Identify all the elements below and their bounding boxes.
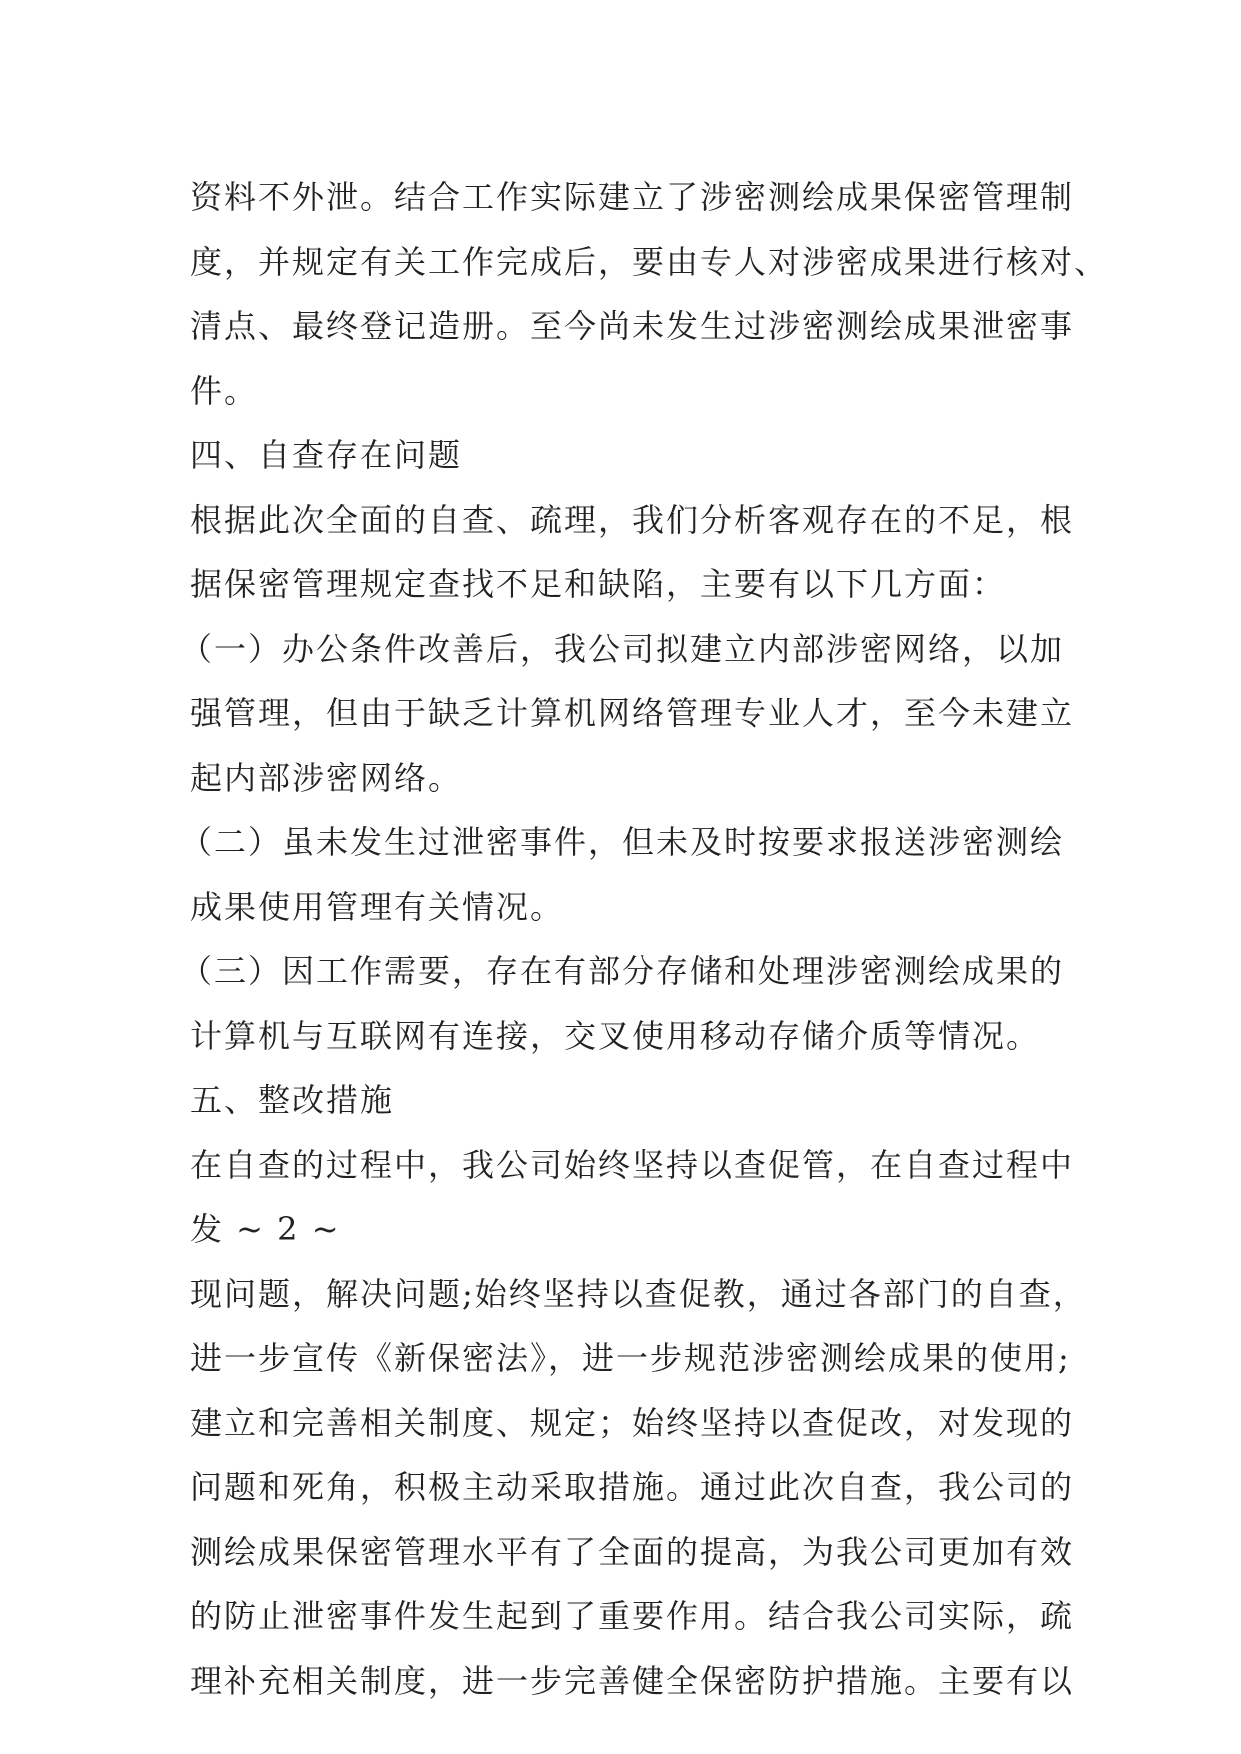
text-line: 理补充相关制度，进一步完善健全保密防护措施。主要有以 [190,1661,1075,1700]
text-line: 计算机与互联网有连接，交叉使用移动存储介质等情况。 [190,1016,1041,1055]
text-line: 成果使用管理有关情况。 [190,887,565,926]
list-item-line: （一）办公条件改善后，我公司拟建立内部涉密网络，以加 [180,629,1065,668]
page-number-line: 发 ~ 2 ~ [190,1210,341,1248]
text-line: 清点、最终登记造册。至今尚未发生过涉密测绘成果泄密事 [190,307,1075,345]
text-line: 起内部涉密网络。 [190,758,463,797]
text-line: 据保密管理规定查找不足和缺陷，主要有以下几方面： [190,565,1007,603]
text-line: 根据此次全面的自查、疏理，我们分析客观存在的不足，根 [190,500,1075,539]
text-line: 度，并规定有关工作完成后，要由专人对涉密成果进行核对、 [190,242,1109,281]
text-line: 测绘成果保密管理水平有了全面的提高，为我公司更加有效 [190,1532,1075,1571]
text-line: 现问题，解决问题;始终坚持以查促教，通过各部门的自查， [190,1274,1087,1313]
list-item-line: （三）因工作需要，存在有部分存储和处理涉密测绘成果的 [180,952,1065,990]
text-line: 件。 [190,371,259,410]
list-item-line: （二）虽未发生过泄密事件，但未及时按要求报送涉密测绘 [180,823,1065,861]
text-line: 资料不外泄。结合工作实际建立了涉密测绘成果保密管理制 [190,178,1075,216]
text-line: 在自查的过程中，我公司始终坚持以查促管，在自查过程中 [190,1145,1075,1184]
text-line: 强管理，但由于缺乏计算机网络管理专业人才，至今未建立 [190,694,1075,732]
text-line: 建立和完善相关制度、规定；始终坚持以查促改，对发现的 [190,1403,1075,1442]
document-body [180,165,1109,1713]
text-line: 进一步宣传《新保密法》，进一步规范涉密测绘成果的使用; [190,1339,1071,1377]
text-line: 问题和死角，积极主动采取措施。通过此次自查，我公司的 [190,1468,1075,1506]
section-heading: 四、自查存在问题 [190,436,463,474]
section-heading: 五、整改措施 [190,1081,395,1119]
text-line: 的防止泄密事件发生起到了重要作用。结合我公司实际，疏 [190,1597,1075,1635]
